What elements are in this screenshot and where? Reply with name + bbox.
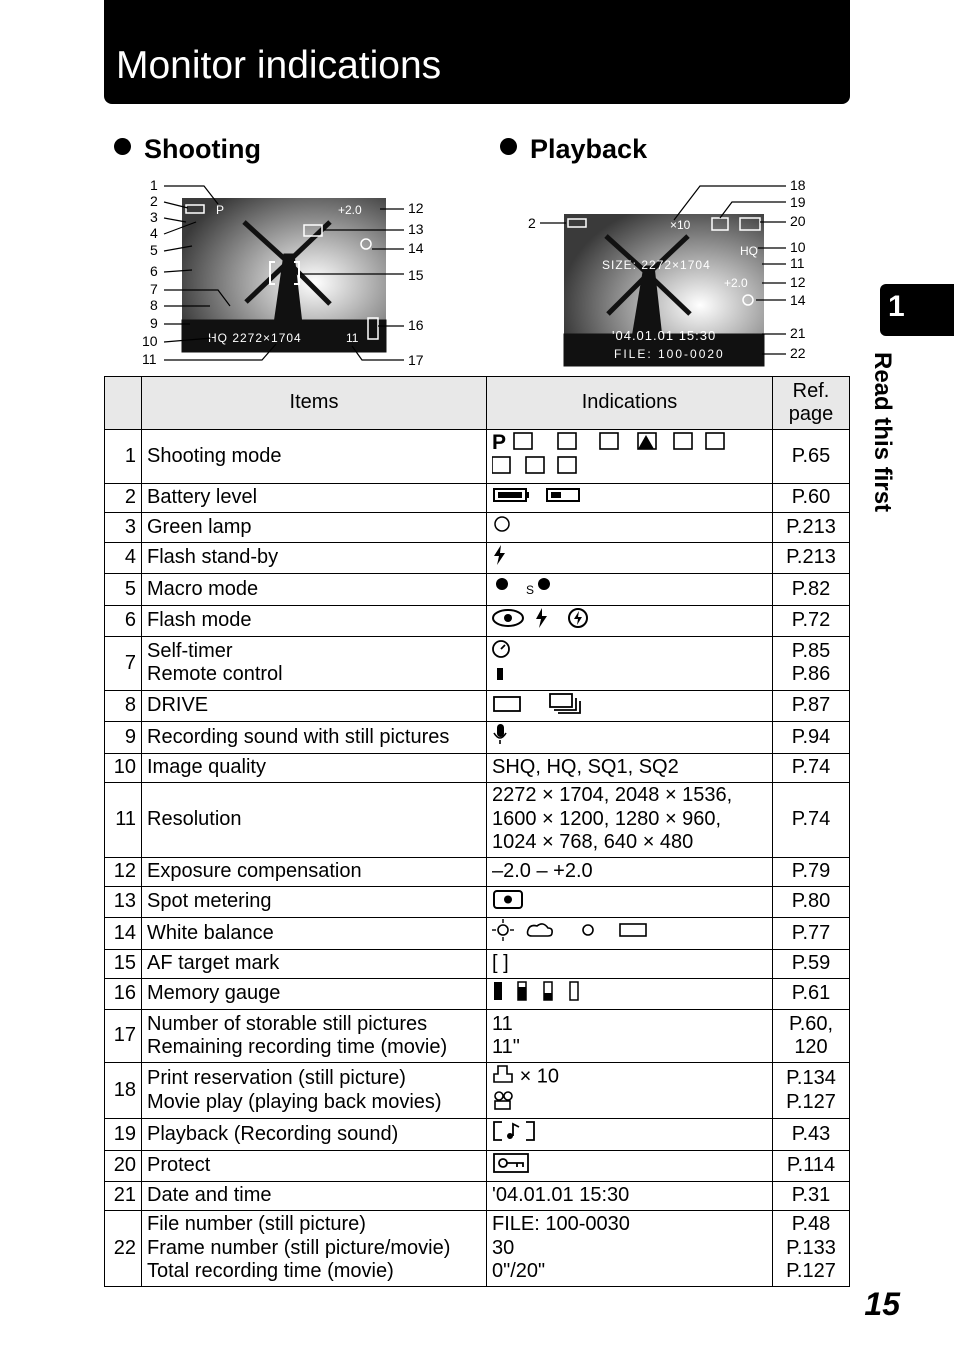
ref-text: P.213 (786, 515, 836, 538)
ref-text: P.43 (791, 1122, 831, 1145)
spot-metering-icon (492, 888, 526, 917)
row-indication (487, 1010, 773, 1063)
callout-14: 14 (408, 240, 424, 256)
battery-icons (492, 485, 582, 512)
table-row (105, 1063, 850, 1119)
callout-5: 5 (150, 242, 158, 258)
chapter-number: 1 (888, 290, 905, 323)
row-ref-page (773, 483, 850, 513)
callout-4: 4 (150, 225, 158, 241)
indication-text: 11" (492, 1036, 520, 1058)
callout-12: 12 (790, 274, 806, 290)
row-ref-page (773, 1063, 850, 1119)
row-number: 14 (105, 918, 142, 950)
table-row (105, 782, 850, 857)
row-number: 5 (105, 574, 142, 606)
row-indication (487, 1211, 773, 1287)
row-item (142, 1063, 487, 1119)
table-row (105, 1182, 850, 1211)
row-number: 22 (105, 1211, 142, 1287)
table-row (105, 1150, 850, 1182)
indication-text: '04.01.01 15:30 (492, 1184, 630, 1207)
print-reservation-icon (492, 1064, 514, 1091)
row-ref-page (773, 1010, 850, 1063)
item-text: Exposure compensation (147, 859, 362, 882)
ref-text: P.74 (791, 755, 831, 778)
page-number: 15 (864, 1286, 900, 1322)
row-number: 1 (105, 430, 142, 484)
item-text: Playback (Recording sound) (147, 1122, 399, 1145)
row-number: 12 (105, 857, 142, 886)
ref-text: P.60 (791, 486, 831, 508)
callout-15: 15 (408, 267, 424, 283)
item-text: Frame number (still picture/movie) (147, 1236, 451, 1259)
flash-mode-icons (492, 607, 592, 636)
ref-text: P.114 (786, 1154, 836, 1176)
item-text: Movie play (playing back movies) (147, 1090, 442, 1113)
row-number: 13 (105, 886, 142, 918)
ref-text: P.127 (786, 1260, 836, 1283)
callout-7: 7 (150, 281, 158, 297)
item-text: Print reservation (still picture) (147, 1067, 406, 1089)
row-indication (487, 886, 773, 918)
callout-10: 10 (790, 239, 806, 255)
row-item (142, 574, 487, 606)
indication-text: 1600 × 1200, 1280 × 960, (492, 807, 722, 830)
table-row (105, 918, 850, 950)
remaining-count: 11 (346, 331, 359, 345)
row-number: 3 (105, 513, 142, 543)
ref-text: P.59 (791, 951, 831, 974)
quality-label: HQ (740, 244, 758, 258)
row-number: 20 (105, 1150, 142, 1182)
row-item (142, 605, 487, 637)
row-item (142, 978, 487, 1010)
item-text: Resolution (147, 807, 242, 830)
row-item (142, 722, 487, 754)
row-indication (487, 605, 773, 637)
row-number: 6 (105, 605, 142, 637)
callout-13: 13 (408, 221, 424, 237)
row-indication (487, 978, 773, 1010)
item-text: Flash mode (147, 609, 252, 631)
table-body (105, 430, 850, 1287)
row-indication (487, 574, 773, 606)
callout-10: 10 (142, 333, 158, 349)
movie-play-icon (492, 1091, 516, 1118)
item-text: Date and time (147, 1184, 272, 1207)
indication-text: × 10 (519, 1065, 560, 1088)
row-item (142, 918, 487, 950)
table-row (105, 753, 850, 782)
row-item (142, 483, 487, 513)
callout-2: 2 (528, 215, 536, 231)
row-item (142, 949, 487, 978)
table-header-row (105, 377, 850, 430)
row-item (142, 513, 487, 543)
indication-text: SHQ, HQ, SQ1, SQ2 (492, 755, 679, 778)
row-item (142, 857, 487, 886)
item-text: Shooting mode (147, 444, 282, 467)
ref-text: P.79 (791, 859, 831, 882)
playback-sound-icon (492, 1120, 536, 1149)
shooting-screen-diagram (134, 174, 434, 370)
callout-14: 14 (790, 292, 806, 308)
table-row (105, 1119, 850, 1151)
row-ref-page (773, 949, 850, 978)
item-text: Self-timer (147, 639, 233, 662)
ref-text: P.82 (791, 577, 831, 600)
indication-text: 0"/20" (492, 1260, 546, 1283)
table-row (105, 949, 850, 978)
row-number: 15 (105, 949, 142, 978)
callout-6: 6 (150, 263, 158, 279)
row-ref-page (773, 430, 850, 484)
exposure-value: +2.0 (724, 276, 748, 290)
file-number: FILE: 100-0020 (614, 347, 725, 361)
header-ref: Ref. page (773, 377, 850, 430)
callout-18: 18 (790, 177, 806, 193)
item-text: Recording sound with still pictures (147, 725, 450, 748)
ref-text: P.61 (791, 982, 831, 1004)
bullet-icon (500, 138, 517, 155)
callout-2: 2 (150, 193, 158, 209)
ref-text: P.133 (786, 1236, 836, 1259)
indication-text: 2272 × 1704, 2048 × 1536, (492, 784, 733, 807)
white-balance-icons (492, 919, 652, 948)
row-number: 21 (105, 1182, 142, 1211)
ref-text: P.134 (786, 1067, 836, 1089)
playback-screen-diagram (524, 174, 824, 370)
ref-text: P.31 (791, 1184, 831, 1207)
item-text: Total recording time (movie) (147, 1260, 394, 1283)
row-number: 8 (105, 690, 142, 722)
callout-21: 21 (790, 325, 806, 341)
row-ref-page (773, 1211, 850, 1287)
row-ref-page (773, 513, 850, 543)
row-number: 17 (105, 1010, 142, 1063)
row-item (142, 542, 487, 574)
row-item (142, 886, 487, 918)
table-row (105, 637, 850, 691)
callout-12: 12 (408, 200, 424, 216)
callout-8: 8 (150, 297, 158, 313)
row-indication (487, 753, 773, 782)
row-item (142, 1150, 487, 1182)
ref-text: P.65 (791, 444, 831, 467)
table-row (105, 574, 850, 606)
ref-text: P.48 (791, 1213, 831, 1236)
item-text: White balance (147, 921, 274, 944)
shooting-heading-text: Shooting (144, 134, 261, 164)
indication-text: 30 (492, 1236, 515, 1259)
svg-text:S: S (526, 583, 535, 597)
item-text: File number (still picture) (147, 1213, 366, 1236)
ref-text: P.74 (791, 807, 831, 830)
callout-1: 1 (150, 177, 158, 193)
indication-text: [ ] (492, 951, 509, 974)
row-indication (487, 1182, 773, 1211)
ref-text: P.213 (786, 546, 836, 568)
chapter-tab (880, 284, 954, 336)
row-indication (487, 430, 773, 484)
table-row (105, 605, 850, 637)
protect-key-icon (492, 1152, 532, 1181)
row-ref-page (773, 918, 850, 950)
table-row (105, 690, 850, 722)
row-ref-page (773, 857, 850, 886)
callout-20: 20 (790, 213, 806, 229)
self-timer-remote-icons (492, 638, 512, 689)
indication-text: 11 (492, 1012, 513, 1035)
indication-text: –2.0 – +2.0 (492, 859, 593, 882)
bullet-icon (114, 138, 131, 155)
row-item (142, 1010, 487, 1063)
item-text: Battery level (147, 486, 258, 508)
table-row (105, 542, 850, 574)
callout-11: 11 (142, 351, 157, 367)
row-indication (487, 918, 773, 950)
item-text: Flash stand-by (147, 546, 279, 568)
shooting-heading (114, 134, 261, 165)
row-indication (487, 690, 773, 722)
header-items: Items (142, 377, 487, 430)
row-ref-page (773, 1150, 850, 1182)
svg-text:P: P (492, 431, 507, 454)
row-indication (487, 542, 773, 574)
item-text: Number of storable still pictures (147, 1012, 428, 1035)
row-item (142, 782, 487, 857)
item-text: Memory gauge (147, 982, 281, 1004)
table-row (105, 1010, 850, 1063)
row-indication (487, 1119, 773, 1151)
mode-letter: P (216, 203, 225, 217)
item-text: Image quality (147, 755, 266, 778)
exposure-value: +2.0 (338, 203, 362, 217)
indication-text: 1024 × 768, 640 × 480 (492, 831, 694, 854)
table-row (105, 483, 850, 513)
row-ref-page (773, 886, 850, 918)
row-indication (487, 949, 773, 978)
row-indication (487, 857, 773, 886)
table-row (105, 513, 850, 543)
chapter-label (868, 352, 920, 532)
ref-text: P.85 (791, 639, 831, 662)
callout-9: 9 (150, 315, 158, 331)
callout-11: 11 (790, 255, 805, 271)
row-ref-page (773, 978, 850, 1010)
item-text: Spot metering (147, 890, 272, 912)
row-ref-page (773, 637, 850, 691)
row-item (142, 430, 487, 484)
ref-text: P.86 (791, 663, 831, 686)
ref-text: P.94 (791, 725, 831, 748)
row-ref-page (773, 1182, 850, 1211)
flash-standby-icon (492, 544, 508, 573)
item-text: Remaining recording time (movie) (147, 1036, 448, 1058)
row-number: 18 (105, 1063, 142, 1119)
row-ref-page (773, 574, 850, 606)
item-text: Macro mode (147, 577, 259, 600)
row-ref-page (773, 605, 850, 637)
row-indication (487, 722, 773, 754)
playback-heading (500, 134, 647, 165)
row-item (142, 1182, 487, 1211)
row-ref-page (773, 690, 850, 722)
shooting-mode-icons (492, 431, 752, 482)
callout-22: 22 (790, 345, 806, 361)
row-ref-page (773, 782, 850, 857)
row-item (142, 753, 487, 782)
item-text: DRIVE (147, 694, 209, 716)
callout-3: 3 (150, 209, 158, 225)
row-item (142, 637, 487, 691)
item-text: Remote control (147, 663, 283, 686)
row-indication (487, 1150, 773, 1182)
item-text: Green lamp (147, 515, 252, 538)
table-row (105, 430, 850, 484)
row-item (142, 1211, 487, 1287)
page-title: Monitor indications (116, 44, 442, 87)
header-indications: Indications (487, 377, 773, 430)
callout-19: 19 (790, 194, 806, 210)
row-item (142, 690, 487, 722)
row-number: 11 (105, 782, 142, 857)
row-ref-page (773, 753, 850, 782)
shooting-callouts-left (142, 177, 158, 367)
chapter-label-text: Read this first (869, 352, 896, 513)
table-row (105, 886, 850, 918)
microphone-icon (492, 723, 508, 752)
quality-resolution: HQ 2272×1704 (208, 331, 302, 345)
callout-17: 17 (408, 352, 424, 368)
row-number: 10 (105, 753, 142, 782)
row-ref-page (773, 722, 850, 754)
header-num (105, 377, 142, 430)
table-row (105, 1211, 850, 1287)
row-item (142, 1119, 487, 1151)
ref-text: P.60, (788, 1012, 834, 1035)
ref-text: P.77 (791, 921, 831, 944)
shooting-callouts-right (408, 200, 424, 368)
item-text: Protect (147, 1154, 211, 1176)
row-number: 19 (105, 1119, 142, 1151)
row-indication (487, 782, 773, 857)
row-ref-page (773, 542, 850, 574)
playback-heading-text: Playback (530, 134, 648, 164)
memory-gauge-icons (492, 980, 582, 1009)
ref-text: P.127 (786, 1090, 836, 1113)
table-row (105, 857, 850, 886)
table-row (105, 722, 850, 754)
row-number: 16 (105, 978, 142, 1010)
row-indication (487, 1063, 773, 1119)
row-ref-page (773, 1119, 850, 1151)
macro-icons (492, 575, 562, 604)
ref-text: P.87 (791, 694, 831, 716)
ref-text: 120 (794, 1036, 828, 1058)
title-bar (104, 0, 850, 104)
row-number: 7 (105, 637, 142, 691)
date-time: '04.01.01 15:30 (612, 328, 717, 343)
item-text: AF target mark (147, 951, 280, 974)
row-number: 4 (105, 542, 142, 574)
size-label: SIZE: 2272×1704 (602, 258, 711, 272)
row-number: 9 (105, 722, 142, 754)
row-indication (487, 483, 773, 513)
print-count: ×10 (670, 218, 691, 232)
drive-icons (492, 692, 582, 721)
callout-16: 16 (408, 317, 424, 333)
ref-text: P.72 (791, 609, 831, 631)
ref-text: P.80 (791, 890, 831, 912)
row-indication (487, 637, 773, 691)
indication-text: FILE: 100-0030 (492, 1213, 630, 1236)
green-lamp-icon (492, 514, 512, 541)
table-row (105, 978, 850, 1010)
row-indication (487, 513, 773, 543)
row-number: 2 (105, 483, 142, 513)
indications-table (104, 376, 850, 1287)
